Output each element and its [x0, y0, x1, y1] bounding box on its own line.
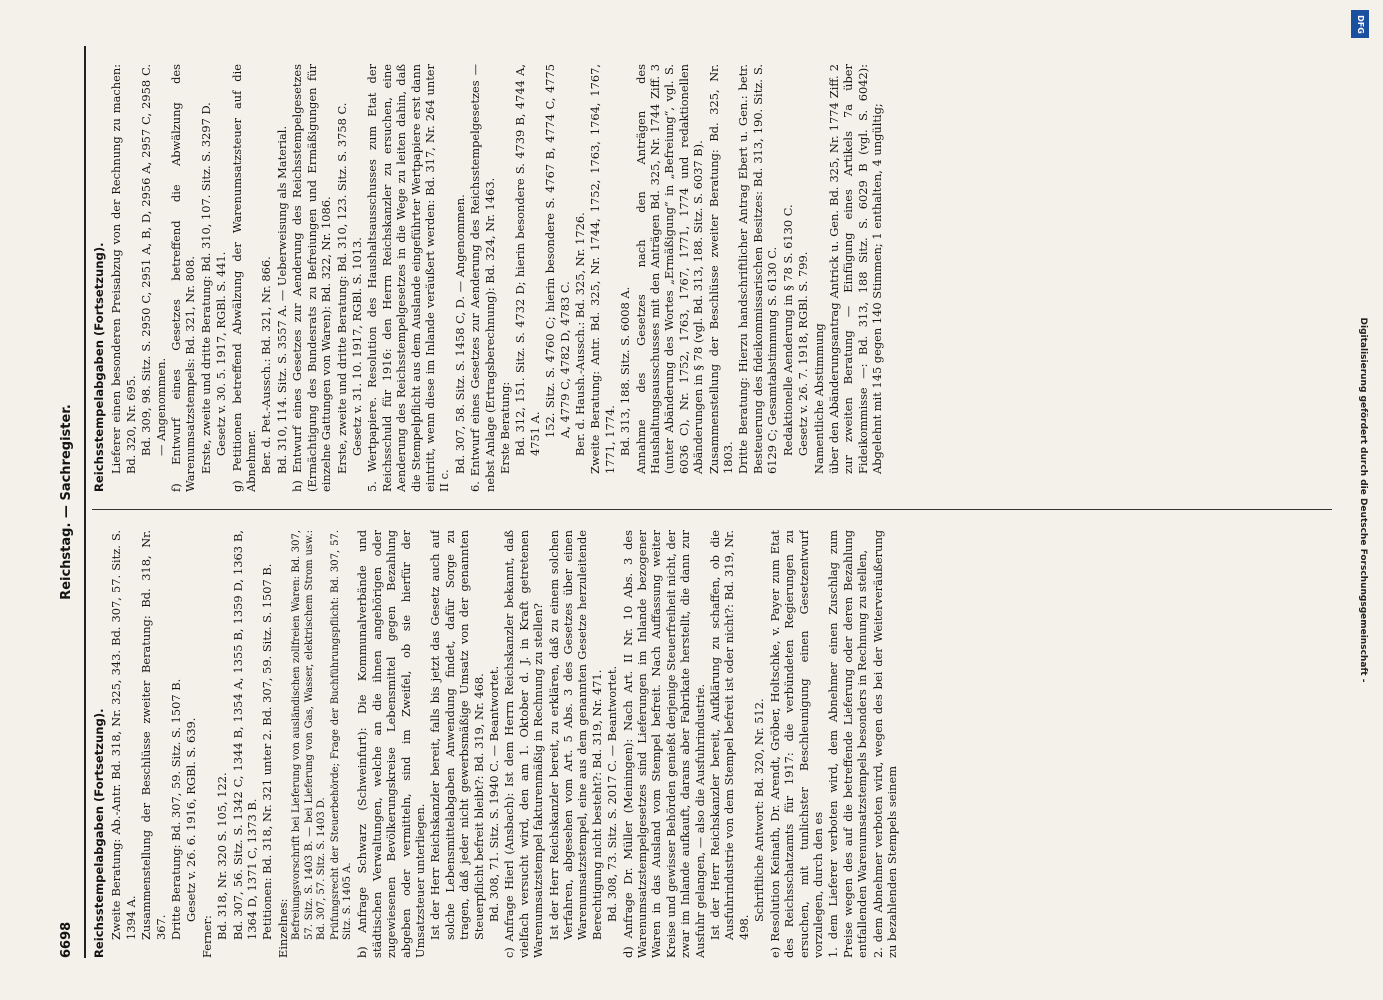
digitization-note: Digitalisierung gefördert durch die Deutsche Forschungsgemeinschaft - — [1358, 317, 1368, 683]
left-line: Gesetz v. 26. 6. 1916, RGBl. S. 639. — [184, 717, 199, 922]
right-line: Annahme des Gesetzes nach den Anträgen des Haushaltungsausschusses mit den Anträgen Bd. 325, Nr. 1744 Ziff. 3 (unter Abänderung des Wortes „Ermäßigung“ in „Befreiung“, vgl. S. 6036 C), Nr. 1752, 1763, 1767, 1771, 1774 und redaktionellen Abänderungen in § 78 (vgl. Bd. 313, 188. Sitz. S. 6037 B). — [633, 64, 706, 474]
right-line: über den Abänderungsantrag Antrick u. Gen. Bd. 325, Nr. 1774 Ziff. 2 zur zweiten Beratung — Einfügung eines Artikels 7a über Fideikommisse —: Bd. 313, 188 Sitz. S. 6029 B (vgl. S. 6042): Abgelehnt mit 145 gegen 140 Stimmen; 1 enthalten, 4 ungültig; — [826, 64, 885, 474]
left-line: Bd. 318, Nr. 320 S. 105, 122. — [215, 772, 230, 940]
left-line: Ist der Herr Reichskanzler bereit, Aufklärung zu schaffen, ob die Ausfuhrindustrie von dem Stempel befreit ist oder nicht?: Bd. 319, Nr. 498. — [708, 530, 751, 940]
left-line: Einzelnes: — [275, 898, 290, 958]
right-line: Lieferer einen besonderen Preisabzug von der Rechnung zu machen: Bd. 320, Nr. 695. — [109, 64, 138, 474]
left-line: Zusammenstellung der Beschlüsse zweiter Beratung: Bd. 318, Nr. 367. — [139, 530, 168, 940]
digitization-sidebar — [1349, 0, 1377, 1000]
left-line: Dritte Beratung: Bd. 307, 59. Sitz. S. 1507 B. — [169, 678, 184, 940]
left-line: b) Anfrage Schwarz (Schweinfurt): Die Kommunalverbände und städtischen Verwaltungen, welche an die ihnen angehörigen oder zugewiesenen Bevölkerungskreise Lebensmittel gegen Bezahlung abgeben oder vermitteln, sind im Zweifel, ob sie hierfür der Umsatzsteuer unterliegen. — [355, 530, 427, 958]
right-line: Redaktionelle Aenderung in § 78 S. 6130 C. — [780, 204, 795, 456]
right-line: Ber. d. Pet.-Aussch.: Bd. 321, Nr. 866. — [259, 256, 274, 474]
left-column-heading: Reichsstempelabgaben (Fortsetzung). — [92, 708, 106, 958]
left-line: Zweite Beratung: Ab.-Antr. Bd. 318, Nr. 325, 343. Bd. 307, 57. Sitz. S. 1394 A. — [109, 530, 138, 940]
left-line: Ist der Herr Reichskanzler bereit, zu erklären, daß zu einem solchen Verfahren, abgesehen vom Art. 5 Abs. 3 des Gesetzes über einen Warenumsatzstempel, eine aus dem genannten Gesetze herzuleitende Berechtigung nicht besteht?: Bd. 319, Nr. 471. — [546, 530, 604, 940]
right-line: Ber. d. Haush.-Aussch.: Bd. 325, Nr. 1726. — [573, 212, 587, 456]
right-line: h) Entwurf eines Gesetzes zur Aenderung des Reichsstempelgesetzes (Ermächtigung des Bundesrats zu Befreiungen und Ermäßigungen für einzelne Gattungen von Waren): Bd. 322, Nr. 1086. — [290, 64, 334, 492]
left-line: Ist der Herr Reichskanzler bereit, falls bis jetzt das Gesetz auch auf solche Lebensmittelabgaben Anwendung findet, dafür Sorge zu tragen, daß jeder nicht gewerbsmäßige Umsatz von der genannten Steuerpflicht befreit bleibt?: Bd. 319, Nr. 468. — [428, 530, 486, 940]
left-line: Bd. 308, 73. Sitz. S. 2017 C. — Beantwortet. — [605, 665, 620, 922]
right-line: Zusammenstellung der Beschlüsse zweiter Beratung: Bd. 325, Nr. 1803. — [706, 64, 736, 474]
left-column — [92, 530, 1332, 958]
right-line: Namentliche Abstimmung — [811, 323, 826, 474]
dfg-label: DFG — [1355, 14, 1365, 34]
left-line: d) Anfrage Dr. Müller (Meiningen): Nach Art. II Nr. 10 Abs. 3 des Warenumsatzstempelgesetzes sind Lieferungen im Inlande bezogener Waren in das Ausland vom Stempel befreit. Nach Auffassung weiter Kreise und gewisser Behörden genießt derjenige Steuerfreiheit nicht, der zwar im Inlande aufkauft, darans aber Fabrikate herstellt, die dann zur Ausfuhr gelangen, — also die Ausfuhrindustrie. — [620, 530, 707, 958]
right-line: Bd. 313, 188. Sitz. S. 6008 A. — [618, 286, 633, 456]
left-line: Ferner: — [199, 915, 214, 958]
right-line: Bd. 307, 58. Sitz. S. 1458 C, D. — Angenommen. — [452, 194, 467, 474]
right-line: Zweite Beratung: Antr. Bd. 325, Nr. 1744, 1752, 1763, 1764, 1767, 1771, 1774. — [588, 64, 617, 474]
right-line: 6. Entwurf eines Gesetzes zur Aenderung des Reichsstempelgesetzes — nebst Anlage (Ertragsberechnung): Bd. 324, Nr. 1463. — [468, 64, 497, 492]
left-line: Prüfungsrecht der Steuerbehörde; Frage der Buchführungspflicht: Bd. 307, 57. Sitz. S. 1405 A. — [329, 530, 353, 940]
page-header — [58, 46, 80, 958]
left-line: 2. dem Abnehmer verboten wird, wegen des bei der Weiterveräußerung zu bezahlenden Stempels seinem — [870, 530, 899, 958]
running-title: Reichstag. — Sachregister. — [59, 404, 74, 600]
right-column — [92, 64, 1332, 492]
left-line: Bd. 307, 56. Sitz. S. 1342 C, 1344 B, 1354 A, 1355 B, 1359 D, 1363 B, 1364 D, 1371 C, 1373 B. — [230, 530, 260, 940]
rotated-document-page — [58, 46, 1348, 958]
right-line: Gesetz v. 30. 5. 1917, RGBl. S. 441. — [214, 251, 229, 456]
right-line: Bd. 309, 98. Sitz. S. 2950 C, 2951 A, B, D, 2956 A, 2957 C, 2958 C. — Angenommen. — [139, 64, 168, 456]
left-line: Petitionen: Bd. 318, Nr. 321 unter 2. Bd. 307, 59. Sitz. S. 1507 B. — [260, 563, 275, 940]
page-number: 6698 — [59, 921, 74, 958]
header-rule — [84, 46, 86, 958]
column-divider — [92, 509, 1332, 510]
right-line: g) Petitionen betreffend Abwälzung der Warenumsatzsteuer auf die Abnehmer. — [229, 64, 259, 492]
right-line: Bd. 310, 114. Sitz. S. 3557 A. — Ueberweisung als Material. — [274, 125, 289, 474]
left-line: Schriftliche Antwort: Bd. 320, Nr. 512. — [752, 698, 767, 922]
right-line: Gesetz v. 26. 7. 1918, RGBl. S. 799. — [796, 251, 811, 456]
left-line: c) Anfrage Hierl (Ansbach): Ist dem Herrn Reichskanzler bekannt, daß vielfach versucht wird, den am 1. Oktober d. J. in Kraft getretenen Warenumsatzstempel fakturenmäßig in Rechnung zu stellen? — [502, 530, 546, 958]
right-column-heading: Reichsstempelabgaben (Fortsetzung). — [92, 242, 106, 492]
dfg-logo — [1351, 10, 1369, 38]
right-line: Erste, zweite und dritte Beratung: Bd. 310, 123. Sitz. S. 3758 C. — [334, 102, 349, 474]
right-line: Dritte Beratung: Hierzu handschriftlicher Antrag Ebert u. Gen.: betr. Besteuerung des fideikommissarischen Besitzes: Bd. 313, 190. Sitz. S. 6129 C; Gesamtabstimmung S. 6130 C. — [736, 64, 780, 474]
right-line: Bd. 312, 151. Sitz. S. 4732 D; hierin besondere S. 4739 B, 4744 A, 4751 A. — [513, 64, 542, 456]
left-line: Bd. 308, 71. Sitz. S. 1940 C. — Beantwortet. — [486, 665, 501, 922]
right-line: Erste, zweite und dritte Beratung: Bd. 310, 107. Sitz. S. 3297 D. — [198, 102, 213, 474]
left-line: e) Resolution Keinath, Dr. Arendt, Gröber, Holtschke, v. Payer zum Etat des Reichsschatzamts für 1917: die verbündeten Regierungen zu ersuchen, mit tunlichster Beschleunigung einen Gesetzentwurf vorzulegen, durch den es — [767, 530, 825, 958]
right-line: Gesetz v. 31. 10. 1917, RGBl. S. 1013. — [349, 237, 364, 456]
right-line: 5. Wertpapiere. Resolution des Haushaltsausschusses zum Etat der Reichsschuld für 1916: den Herrn Reichskanzler zu ersuchen, eine Aenderung des Reichsstempelgesetzes in die Wege zu leiten dahin, daß die Stempelpflicht aus dem Auslande eingeführter Wertpapiere erst dann eintritt, wenn diese im Inlande veräußert werden: Bd. 317, Nr. 264 unter II c. — [365, 64, 452, 492]
right-line: f) Entwurf eines Gesetzes betreffend die Abwälzung des Warenumsatzstempels: Bd. 321, Nr. 808. — [169, 64, 198, 492]
left-line: Befreiungsvorschrift bei Lieferung von ausländischen zollfreien Waren: Bd. 307, 57. Sitz. S. 1403 B. — bei Lieferung von Gas, Wasser, elektrischem Strom usw.: Bd. 307, 57. Sitz. S. 1403 D. — [291, 530, 328, 940]
right-line: 152. Sitz. S. 4760 C; hierin besondere S. 4767 B, 4774 C, 4775 A, 4779 C, 4782 D, 4783 C. — [543, 64, 572, 438]
right-line: Erste Beratung: — [497, 381, 512, 474]
left-line: 1. dem Lieferer verboten wird, dem Abnehmer einen Zuschlag zum Preise wegen des auf die betreffende Lieferung oder deren Bezahlung entfallenden Warenumsatzstempels besonders in Rechnung zu stellen, — [826, 530, 870, 958]
